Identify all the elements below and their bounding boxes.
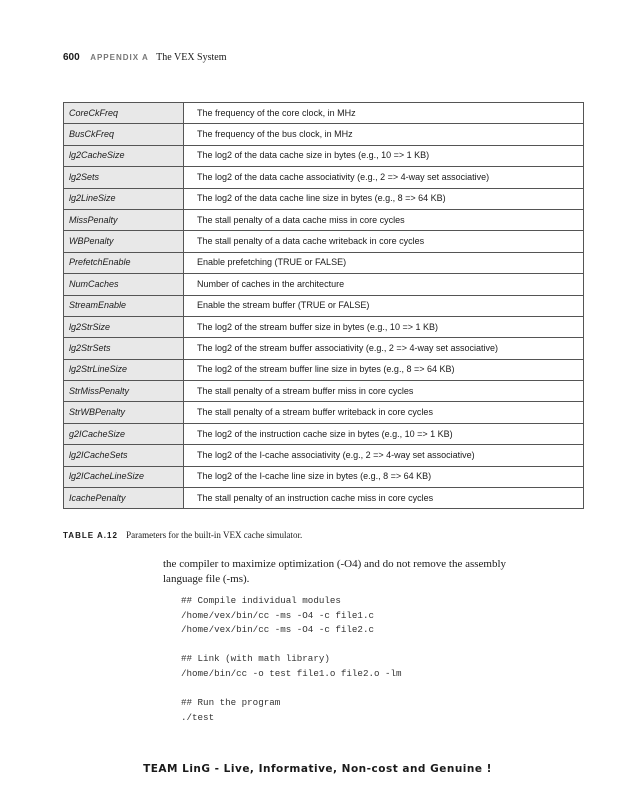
parameter-name: lg2LineSize xyxy=(64,188,184,209)
parameter-description: The log2 of the data cache size in bytes (e.g., 10 => 1 KB) xyxy=(184,145,584,166)
parameter-description: The log2 of the stream buffer size in bytes (e.g., 10 => 1 KB) xyxy=(184,316,584,337)
parameter-description: The stall penalty of a stream buffer writeback in core cycles xyxy=(184,402,584,423)
parameter-description: The log2 of the I-cache line size in bytes (e.g., 8 => 64 KB) xyxy=(184,466,584,487)
table-row xyxy=(64,359,584,380)
table-caption-text: Parameters for the built-in VEX cache simulator. xyxy=(126,530,303,540)
table-row xyxy=(64,466,584,487)
table-row xyxy=(64,103,584,124)
page-number: 600 xyxy=(63,52,80,63)
code-blank-line xyxy=(181,638,402,653)
parameter-name: lg2ICacheLineSize xyxy=(64,466,184,487)
parameter-name: lg2StrSets xyxy=(64,338,184,359)
parameter-description: The frequency of the core clock, in MHz xyxy=(184,103,584,124)
code-listing xyxy=(181,594,402,725)
table-row xyxy=(64,381,584,402)
parameter-description: The log2 of the stream buffer line size in bytes (e.g., 8 => 64 KB) xyxy=(184,359,584,380)
table-row xyxy=(64,402,584,423)
table-row xyxy=(64,252,584,273)
parameter-name: IcachePenalty xyxy=(64,488,184,509)
parameter-description: Enable the stream buffer (TRUE or FALSE) xyxy=(184,295,584,316)
running-header xyxy=(63,52,227,63)
parameter-name: lg2ICacheSets xyxy=(64,445,184,466)
table-row xyxy=(64,231,584,252)
parameter-name: MissPenalty xyxy=(64,209,184,230)
table-row xyxy=(64,295,584,316)
table-row xyxy=(64,124,584,145)
parameter-name: lg2StrSize xyxy=(64,316,184,337)
table-row xyxy=(64,209,584,230)
parameter-name: BusCkFreq xyxy=(64,124,184,145)
table-label: TABLE A.12 xyxy=(63,531,118,540)
code-blank-line xyxy=(181,682,402,697)
chapter-title: The VEX System xyxy=(156,52,227,63)
parameter-description: Number of caches in the architecture xyxy=(184,274,584,295)
table-row xyxy=(64,423,584,444)
cache-parameters-table xyxy=(63,102,584,509)
parameter-name: lg2StrLineSize xyxy=(64,359,184,380)
table-row xyxy=(64,188,584,209)
paragraph-line-2: language file (-ms). xyxy=(163,573,250,585)
table-caption xyxy=(63,530,302,540)
code-comment: ## Link (with math library) xyxy=(181,653,330,665)
parameter-description: The stall penalty of a stream buffer miss in core cycles xyxy=(184,381,584,402)
code-line: /home/vex/bin/cc -ms -O4 -c file1.c xyxy=(181,609,374,621)
appendix-label: APPENDIX A xyxy=(90,53,149,62)
parameter-description: Enable prefetching (TRUE or FALSE) xyxy=(184,252,584,273)
table-row xyxy=(64,167,584,188)
parameter-description: The log2 of the data cache line size in bytes (e.g., 8 => 64 KB) xyxy=(184,188,584,209)
parameter-description: The log2 of the stream buffer associativity (e.g., 2 => 4-way set associative) xyxy=(184,338,584,359)
table-row xyxy=(64,274,584,295)
parameter-description: The log2 of the data cache associativity (e.g., 2 => 4-way set associative) xyxy=(184,167,584,188)
parameter-description: The log2 of the I-cache associativity (e.g., 2 => 4-way set associative) xyxy=(184,445,584,466)
parameter-name: WBPenalty xyxy=(64,231,184,252)
body-paragraph xyxy=(163,557,585,587)
parameter-name: lg2Sets xyxy=(64,167,184,188)
table-row xyxy=(64,488,584,509)
parameter-name: lg2CacheSize xyxy=(64,145,184,166)
parameter-name: PrefetchEnable xyxy=(64,252,184,273)
table-row xyxy=(64,445,584,466)
code-line: ./test xyxy=(181,711,215,723)
code-comment: ## Run the program xyxy=(181,697,281,709)
code-line: /home/vex/bin/cc -ms -O4 -c file2.c xyxy=(181,624,374,636)
table-row xyxy=(64,316,584,337)
parameter-description: The stall penalty of a data cache writeback in core cycles xyxy=(184,231,584,252)
parameter-description: The stall penalty of an instruction cache miss in core cycles xyxy=(184,488,584,509)
parameter-name: CoreCkFreq xyxy=(64,103,184,124)
parameter-description: The frequency of the bus clock, in MHz xyxy=(184,124,584,145)
table-row xyxy=(64,145,584,166)
code-comment: ## Compile individual modules xyxy=(181,595,341,606)
code-line: /home/bin/cc -o test file1.o file2.o -lm xyxy=(181,667,402,679)
footer-banner: TEAM LinG - Live, Informative, Non-cost and Genuine ! xyxy=(143,763,492,775)
parameter-description: The stall penalty of a data cache miss in core cycles xyxy=(184,209,584,230)
table-row xyxy=(64,338,584,359)
parameter-name: StrMissPenalty xyxy=(64,381,184,402)
parameter-name: g2ICacheSize xyxy=(64,423,184,444)
paragraph-line-1: the compiler to maximize optimization (-O4) and do not remove the assembly xyxy=(163,558,507,570)
parameter-name: StrWBPenalty xyxy=(64,402,184,423)
parameter-name: NumCaches xyxy=(64,274,184,295)
parameter-description: The log2 of the instruction cache size in bytes (e.g., 10 => 1 KB) xyxy=(184,423,584,444)
parameter-name: StreamEnable xyxy=(64,295,184,316)
